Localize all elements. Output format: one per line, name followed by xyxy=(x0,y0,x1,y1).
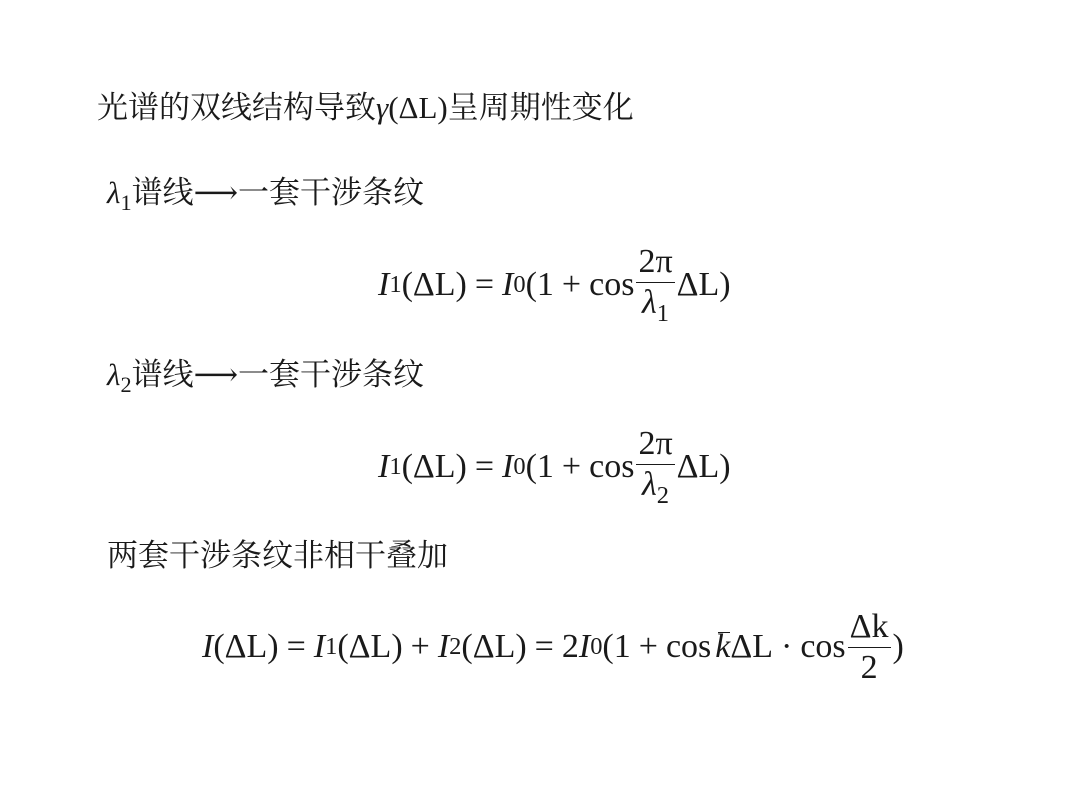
f3-I0: I xyxy=(578,628,591,665)
f3-close: ) xyxy=(892,628,904,665)
f3-cos-1: cos xyxy=(665,628,712,665)
lambda1-symbol: λ xyxy=(107,175,121,210)
f2-I0: I xyxy=(502,448,514,485)
f3-I1: I xyxy=(313,628,326,665)
f3-kbar: k xyxy=(715,628,731,665)
f2-open: (1 xyxy=(525,448,554,485)
f2-den-sub: 2 xyxy=(656,481,669,509)
formula-1 xyxy=(378,238,731,332)
f2-denominator xyxy=(642,465,669,509)
f3-dot: · xyxy=(781,628,793,665)
f3-arg: (ΔL) xyxy=(213,628,279,665)
f3-I2-arg: (ΔL) xyxy=(461,628,527,665)
f2-numerator: 2π xyxy=(636,426,674,465)
lambda2-text: 谱线⟶一套干涉条纹 xyxy=(131,357,425,393)
f3-I0-sub: 0 xyxy=(590,633,603,660)
f1-numerator: 2π xyxy=(636,244,674,283)
f3-equals-2: = xyxy=(534,628,554,665)
superposition-text: 两套干涉条纹非相干叠加 xyxy=(107,538,448,574)
f1-cos: cos xyxy=(589,266,635,303)
heading-line xyxy=(97,88,634,128)
f3-numerator: Δk xyxy=(848,609,891,648)
lambda1-text: 谱线⟶一套干涉条纹 xyxy=(131,175,425,211)
heading-text-after: 呈周期性变化 xyxy=(447,90,634,126)
f2-lhs-arg: (ΔL) xyxy=(401,448,467,485)
f1-I0: I xyxy=(502,266,514,303)
f2-equals: = xyxy=(474,448,495,485)
f1-lhs-arg: (ΔL) xyxy=(401,266,467,303)
f1-tail: ΔL) xyxy=(676,266,731,303)
f3-I1-arg: (ΔL) xyxy=(337,628,403,665)
f2-lhs-sub: 1 xyxy=(389,453,402,480)
f1-equals: = xyxy=(474,266,495,303)
f1-den-sub: 1 xyxy=(656,299,669,327)
f2-plus: + xyxy=(561,448,582,485)
f2-fraction xyxy=(636,426,674,508)
f3-denominator: 2 xyxy=(860,648,878,686)
formula-3 xyxy=(202,600,904,694)
lambda1-line xyxy=(107,173,424,223)
f3-open: (1 xyxy=(602,628,631,665)
f1-open: (1 xyxy=(525,266,554,303)
f3-plus: + xyxy=(410,628,430,665)
superposition-line xyxy=(107,536,448,576)
lambda2-subscript: 2 xyxy=(120,372,132,398)
f3-fraction xyxy=(848,609,891,685)
f1-den-lambda: λ xyxy=(642,283,657,321)
f3-I: I xyxy=(202,628,214,665)
f3-cos-2: cos xyxy=(800,628,846,665)
f2-I0-sub: 0 xyxy=(513,453,526,480)
f1-lhs-I: I xyxy=(378,266,390,303)
f2-den-lambda: λ xyxy=(642,465,657,503)
f3-I2-sub: 2 xyxy=(449,633,462,660)
f3-coef: 2 xyxy=(561,628,579,665)
f1-plus: + xyxy=(561,266,582,303)
f3-I1-sub: 1 xyxy=(325,633,338,660)
heading-text-before: 光谱的双线结构导致 xyxy=(97,90,376,126)
formula-2 xyxy=(378,420,731,514)
f3-deltaL: ΔL xyxy=(730,628,773,665)
f3-plus-2: + xyxy=(638,628,658,665)
lambda2-symbol: λ xyxy=(107,357,121,392)
f1-fraction xyxy=(636,244,674,326)
f3-equals-1: = xyxy=(286,628,306,665)
f1-lhs-sub: 1 xyxy=(389,271,402,298)
f2-tail: ΔL) xyxy=(676,448,731,485)
f2-cos: cos xyxy=(589,448,635,485)
f1-I0-sub: 0 xyxy=(513,271,526,298)
f2-lhs-I: I xyxy=(378,448,390,485)
gamma-symbol: γ xyxy=(376,90,389,125)
lambda2-line xyxy=(107,355,424,405)
f1-denominator xyxy=(642,283,669,327)
gamma-argument: (ΔL) xyxy=(388,90,448,125)
f3-I2: I xyxy=(437,628,450,665)
lambda1-subscript: 1 xyxy=(120,190,132,216)
